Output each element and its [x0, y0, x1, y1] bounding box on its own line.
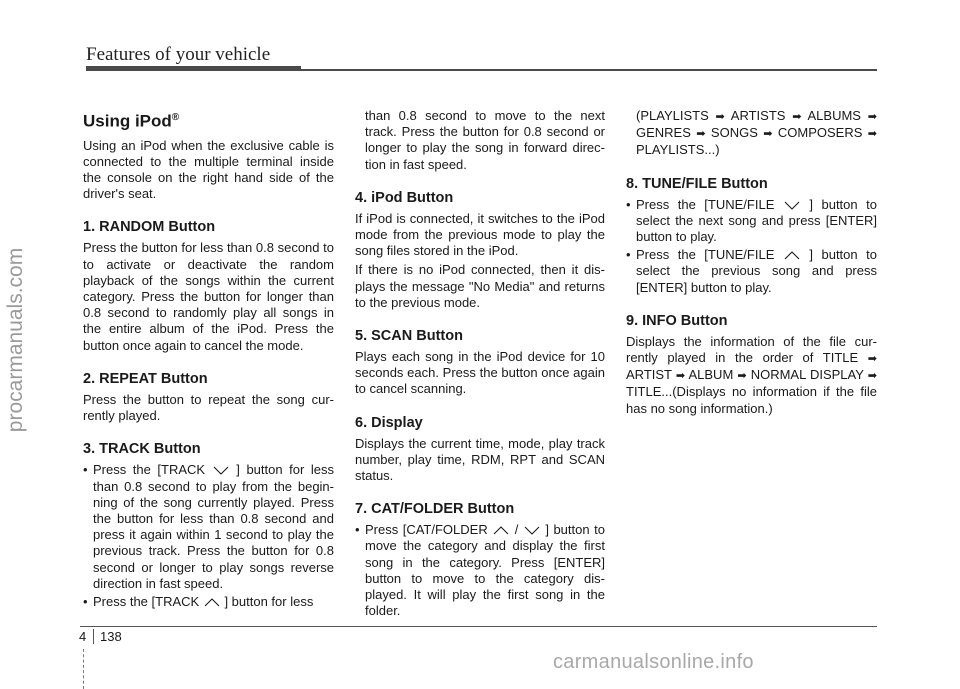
info-item: TITLE...(Displays no information if the file has no song information.) — [626, 384, 877, 416]
bullet-dot: • — [626, 247, 631, 263]
random-paragraph: Press the button for less than 0.8 second to to activate or deactivate the random playback of the songs within the current category. Press the button for longer than 0.8 second to randomly play all songs in the entire album of the iPod. Press the button once again to cancel the mode. — [83, 240, 334, 353]
column-1 — [83, 108, 334, 612]
arrow-right-icon: ➡ — [867, 128, 877, 141]
page-heading-text: Using iPod — [83, 111, 172, 131]
sequence-item: SONGS — [710, 125, 758, 141]
footer-rule — [80, 626, 877, 627]
track-continued-paragraph: than 0.8 second to move to the next track. Press the button for 0.8 second or longer to play the song in forward direc-tion in fast speed. — [365, 108, 605, 172]
side-watermark-text: procarmanuals.com — [4, 247, 27, 433]
ipod-paragraph-1: If iPod is connected, it switches to the iPod mode from the previous mode to play the song files stored in the iPod. — [355, 210, 605, 259]
catfolder-bullet-post: ] button to move the category and display the first song in the category. Press [ENTER] button to move to the category dis-played. It will play the first song in the folder. — [365, 522, 605, 619]
bottom-watermark: carmanualsonline.info — [553, 651, 754, 673]
column-3 — [626, 108, 877, 420]
info-item: TITLE — [822, 350, 859, 366]
info-item: NORMAL DISPLAY — [750, 367, 864, 383]
info-item: ARTIST — [626, 367, 672, 383]
track-list — [83, 462, 334, 610]
list-item — [626, 247, 877, 296]
category-sequence — [626, 108, 877, 159]
track-heading: 3. TRACK Button — [83, 441, 201, 458]
arrow-right-icon: ➡ — [867, 370, 877, 383]
display-paragraph: Displays the current time, mode, play track number, play time, RDM, RPT and SCAN status. — [355, 435, 605, 484]
sequence-item: PLAYLISTS...) — [636, 142, 720, 158]
sequence-item: ALBUMS — [807, 108, 861, 123]
column-2 — [355, 108, 605, 621]
catfolder-bullet-slash: / — [514, 522, 519, 538]
info-heading: 9. INFO Button — [626, 312, 728, 329]
catfolder-heading: 7. CAT/FOLDER Button — [355, 501, 515, 518]
header-rule-thin — [301, 69, 877, 71]
list-item — [83, 462, 334, 592]
track-bullet1-post: ] button for less than 0.8 second to play from the begin-ning of the song currently played. Press the button for less than 0.8 second and press it again within 1 second to play the previous track. Press the button for 0.8 second or longer to play songs reverse direction in fast speed. — [93, 462, 334, 591]
random-heading: 1. RANDOM Button — [83, 219, 216, 236]
track-bullet2-post: ] button for less — [224, 593, 314, 609]
sequence-item: PLAYLISTS — [640, 108, 709, 123]
info-paragraph — [626, 334, 877, 417]
sequence-item: GENRES — [636, 125, 691, 141]
tune-bullet1-post: ] button to select the next song and press [ENTER] button to play. — [636, 196, 877, 245]
catfolder-list — [355, 522, 605, 619]
footer-divider — [93, 629, 94, 644]
side-watermark — [4, 247, 40, 433]
scan-paragraph: Plays each song in the iPod device for 10 seconds each. Press the button once again to cancel scanning. — [355, 349, 605, 397]
registered-mark: ® — [171, 112, 180, 123]
list-item — [83, 594, 334, 610]
info-body-pre: Displays the information of the file cur-rently played in the order of — [626, 333, 877, 366]
page-number: 138 — [100, 629, 122, 644]
sequence-item: ARTISTS — [730, 108, 786, 123]
tune-bullet2-pre: Press the [TUNE/FILE — [636, 247, 775, 263]
sequence-item: COMPOSERS — [777, 125, 863, 141]
scan-heading: 5. SCAN Button — [355, 328, 463, 345]
repeat-paragraph: Press the button to repeat the song cur-rently played. — [83, 391, 334, 424]
display-heading: 6. Display — [355, 414, 423, 431]
intro-paragraph: Using an iPod when the exclusive cable is connected to the multiple terminal inside the console on the right hand side of the driver's seat. — [83, 137, 334, 202]
page-heading — [83, 108, 334, 132]
dashed-margin-line — [83, 649, 84, 689]
arrow-right-icon: ➡ — [737, 370, 747, 383]
arrow-right-icon: ➡ — [675, 370, 686, 383]
chapter-number: 4 — [79, 629, 87, 644]
arrow-right-icon: ➡ — [763, 128, 773, 141]
tune-list — [626, 197, 877, 296]
info-item: ALBUM — [688, 367, 734, 383]
tune-bullet2-post: ] button to select the previous song and press [ENTER] button to play. — [636, 247, 877, 295]
list-item — [355, 522, 605, 619]
bullet-dot: • — [83, 593, 88, 609]
arrow-right-icon: ➡ — [715, 111, 725, 123]
track-bullet1-pre: Press the [TRACK — [93, 462, 206, 478]
list-item — [626, 197, 877, 246]
chevron-up-icon — [204, 598, 220, 607]
repeat-heading: 2. REPEAT Button — [83, 370, 208, 387]
chevron-down-icon — [524, 526, 540, 535]
chevron-up-icon — [784, 251, 800, 260]
bullet-dot: • — [626, 196, 631, 212]
bullet-dot: • — [83, 462, 88, 478]
chevron-up-icon — [493, 526, 509, 535]
arrow-right-icon: ➡ — [696, 128, 706, 141]
bullet-dot: • — [355, 522, 360, 538]
sequence-open-paren: ( — [636, 108, 641, 123]
ipod-heading: 4. iPod Button — [355, 189, 454, 206]
ipod-paragraph-2: If there is no iPod connected, then it dis-plays the message "No Media" and returns to the previous mode. — [355, 262, 605, 310]
arrow-right-icon: ➡ — [867, 353, 877, 366]
arrow-right-icon: ➡ — [792, 111, 802, 123]
tune-heading: 8. TUNE/FILE Button — [626, 175, 768, 192]
header-rule-thick — [86, 66, 301, 71]
tune-bullet1-pre: Press the [TUNE/FILE — [636, 196, 775, 212]
section-title: Features of your vehicle — [86, 44, 271, 65]
chevron-down-icon — [784, 201, 800, 210]
track-bullet2-pre: Press the [TRACK — [93, 593, 200, 609]
chevron-down-icon — [213, 466, 229, 475]
arrow-right-icon: ➡ — [867, 111, 877, 123]
catfolder-bullet-pre: Press [CAT/FOLDER — [365, 522, 488, 538]
